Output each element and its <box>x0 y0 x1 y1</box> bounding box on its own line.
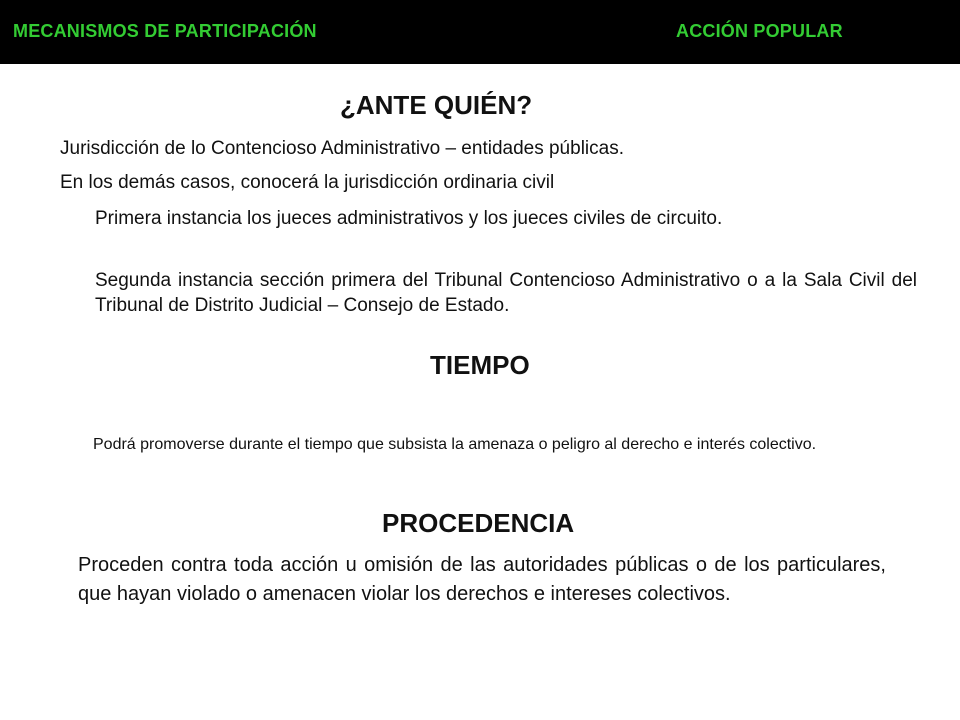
paragraph-procedencia: Proceden contra toda acción u omisión de las autoridades públicas o de los particulares, que hayan violado o amenacen violar los derechos e intereses colectivos. <box>78 554 886 605</box>
heading-tiempo: TIEMPO <box>430 350 530 380</box>
header-title-left: MECANISMOS DE PARTICIPACIÓN <box>13 21 317 41</box>
paragraph-segunda-instancia: Segunda instancia sección primera del Tribunal Contencioso Administrativo o a la Sala Civil del Tribunal de Distrito Judicial – Consejo de Estado. <box>95 270 917 316</box>
heading-procedencia: PROCEDENCIA <box>382 508 575 538</box>
heading-ante-quien: ¿ANTE QUIÉN? <box>340 90 533 120</box>
header-bar <box>0 0 960 64</box>
paragraph-tiempo: Podrá promoverse durante el tiempo que subsista la amenaza o peligro al derecho e interés colectivo. <box>93 436 817 453</box>
header-title-right: ACCIÓN POPULAR <box>676 21 843 41</box>
paragraph-primera-instancia: Primera instancia los jueces administrativos y los jueces civiles de circuito. <box>95 208 723 229</box>
text-line-demas-casos: En los demás casos, conocerá la jurisdicción ordinaria civil <box>60 172 555 193</box>
text-line-jurisdiccion: Jurisdicción de lo Contencioso Administrativo – entidades públicas. <box>60 138 624 159</box>
